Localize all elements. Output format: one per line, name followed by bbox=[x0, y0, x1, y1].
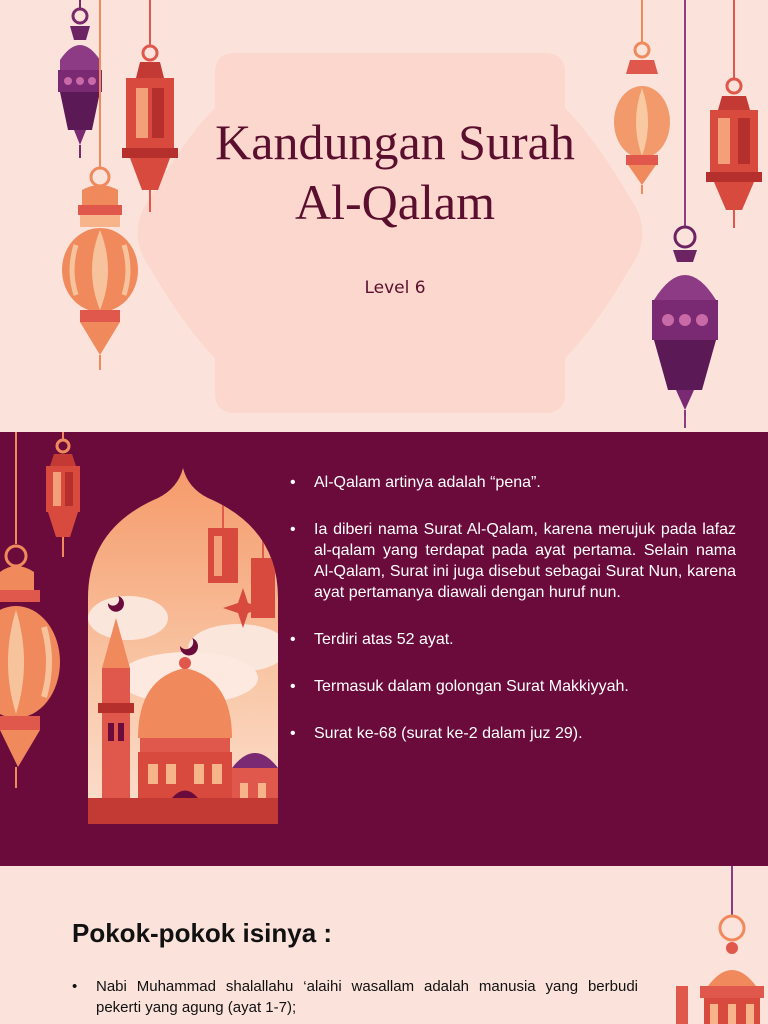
orange-lantern-icon bbox=[694, 866, 768, 1024]
title-line: Kandungan Surah bbox=[215, 114, 575, 170]
orange-lantern-icon bbox=[60, 0, 140, 372]
mosque-illustration bbox=[88, 468, 278, 824]
lantern-tassel-icon bbox=[676, 986, 688, 1024]
title-line: Al-Qalam bbox=[295, 174, 495, 230]
list-item: • Termasuk dalam golongan Surat Makkiyyah. bbox=[290, 676, 736, 697]
title-slide bbox=[0, 0, 768, 432]
list-item: • Terdiri atas 52 ayat. bbox=[290, 629, 736, 650]
page-title bbox=[130, 112, 660, 232]
list-item: • Surat ke-68 (surat ke-2 dalam juz 29). bbox=[290, 723, 736, 744]
subtitle: Level 6 bbox=[364, 278, 426, 298]
info-bullet-list bbox=[290, 472, 736, 770]
contents-bullet-list bbox=[72, 976, 638, 1018]
list-item: • Ia diberi nama Surat Al-Qalam, karena merujuk pada lafaz al-qalam yang terdapat pada ayat pertama. Selain nama Al-Qalam, Surat ini juga disebut sebagai Surat Nun, karena ayat pertamanya diawali dengan huruf nun. bbox=[290, 519, 736, 603]
ornamental-plaque bbox=[125, 48, 655, 418]
section-heading: Pokok-pokok isinya : bbox=[72, 918, 333, 948]
orange-lantern-icon bbox=[0, 432, 60, 792]
list-item: • Nabi Muhammad shalallahu ‘alaihi wasallam adalah manusia yang berbudi pekerti yang agung (ayat 1-7); bbox=[72, 976, 638, 1018]
info-slide bbox=[0, 432, 768, 866]
contents-slide bbox=[0, 866, 768, 1024]
list-item: • Al-Qalam artinya adalah “pena”. bbox=[290, 472, 736, 493]
